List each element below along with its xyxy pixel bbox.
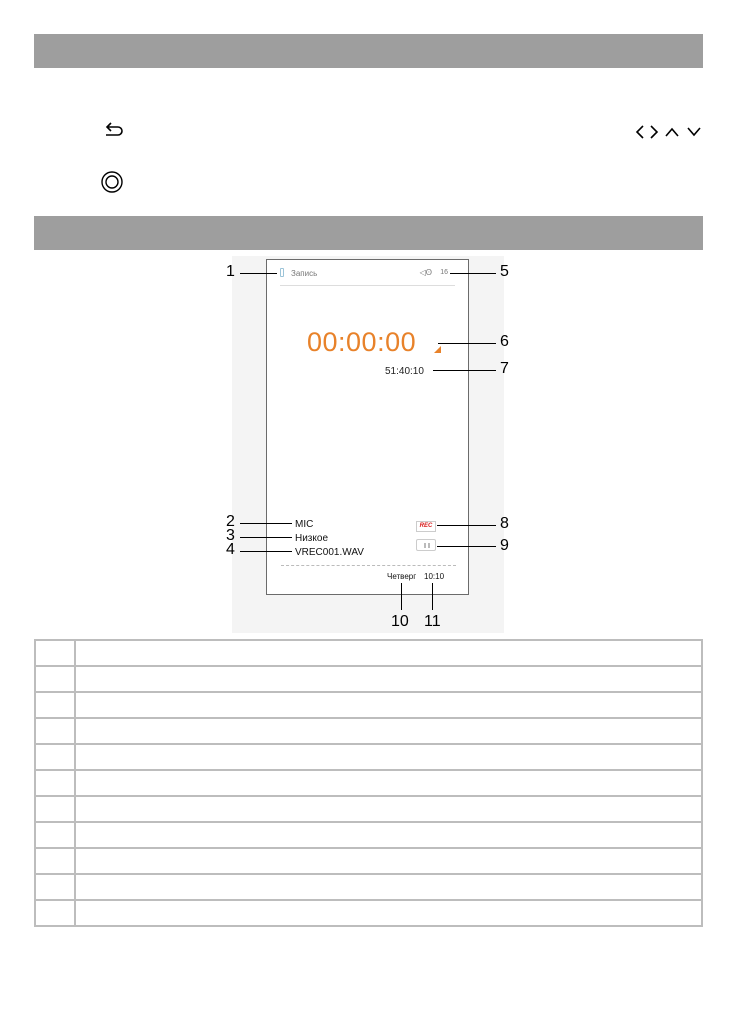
- callout-label: 5: [500, 263, 509, 280]
- description-table: [34, 639, 703, 927]
- callout-label: 9: [500, 537, 509, 554]
- recording-quality: Низкое: [295, 533, 329, 544]
- table-cell-description: [75, 796, 702, 822]
- table-cell-description: [75, 874, 702, 900]
- callout-label: 7: [500, 360, 509, 377]
- table-cell-number: [35, 822, 75, 848]
- callout-line: [433, 370, 496, 371]
- table-row: [35, 822, 702, 848]
- chevron-left-icon: [634, 124, 646, 140]
- divider: [281, 565, 456, 566]
- table-cell-number: [35, 874, 75, 900]
- table-cell-description: [75, 666, 702, 692]
- callout-line: [401, 583, 402, 610]
- table-cell-description: [75, 770, 702, 796]
- recording-source: MIC: [295, 519, 314, 530]
- pause-button[interactable]: [416, 539, 436, 551]
- callout-line: [437, 546, 496, 547]
- table-row: [35, 718, 702, 744]
- remaining-time: 51:40:10: [385, 366, 424, 377]
- chevron-down-icon: [686, 126, 702, 138]
- table-row: [35, 900, 702, 926]
- table-row: [35, 640, 702, 666]
- callout-label: 1: [226, 263, 235, 280]
- table-cell-number: [35, 718, 75, 744]
- table-cell-description: [75, 692, 702, 718]
- table-cell-number: [35, 848, 75, 874]
- chevron-up-icon: [664, 126, 680, 138]
- table-row: [35, 666, 702, 692]
- callout-label: 11: [424, 613, 441, 630]
- chevron-right-icon: [648, 124, 660, 140]
- table-cell-number: [35, 796, 75, 822]
- table-cell-number: [35, 900, 75, 926]
- table-cell-number: [35, 744, 75, 770]
- callout-line: [438, 343, 496, 344]
- volume-level: 16: [440, 269, 448, 276]
- clock-time: 10:10: [424, 572, 445, 581]
- section-header-bar: [34, 34, 703, 68]
- callout-label: 10: [391, 613, 409, 630]
- table-row: [35, 744, 702, 770]
- level-indicator-icon: [434, 346, 441, 353]
- callout-line: [240, 523, 292, 524]
- table-row: [35, 848, 702, 874]
- table-cell-description: [75, 848, 702, 874]
- callout-label: 8: [500, 515, 509, 532]
- table-cell-number: [35, 666, 75, 692]
- recording-timer: 00:00:00: [307, 327, 417, 357]
- rec-button[interactable]: REC: [416, 521, 436, 532]
- table-cell-description: [75, 718, 702, 744]
- section-header-bar: [34, 216, 703, 250]
- table-cell-number: [35, 692, 75, 718]
- back-arrow-icon: [102, 122, 126, 140]
- table-cell-number: [35, 770, 75, 796]
- table-cell-description: [75, 640, 702, 666]
- callout-line: [240, 537, 292, 538]
- table-row: [35, 692, 702, 718]
- callout-line: [240, 551, 292, 552]
- callout-label: 2: [226, 513, 235, 530]
- table-cell-number: [35, 640, 75, 666]
- callout-line: [240, 273, 277, 274]
- file-name: VREC001.WAV: [295, 547, 364, 558]
- volume-icon: ◁ʘ: [419, 268, 432, 277]
- table-cell-description: [75, 744, 702, 770]
- table-row: [35, 796, 702, 822]
- table-cell-description: [75, 900, 702, 926]
- callout-label: 4: [226, 541, 235, 558]
- circle-button-icon: [100, 170, 124, 194]
- recorder-screen: [266, 259, 469, 595]
- table-row: [35, 770, 702, 796]
- battery-icon: [280, 268, 284, 277]
- callout-line: [432, 583, 433, 610]
- callout-line: [437, 525, 496, 526]
- callout-line: [450, 273, 496, 274]
- divider: [280, 285, 455, 286]
- table-row: [35, 874, 702, 900]
- screen-title: Запись: [291, 269, 318, 278]
- table-cell-description: [75, 822, 702, 848]
- callout-label: 6: [500, 333, 509, 350]
- callout-label: 3: [226, 527, 235, 544]
- day-of-week: Четверг: [387, 572, 417, 581]
